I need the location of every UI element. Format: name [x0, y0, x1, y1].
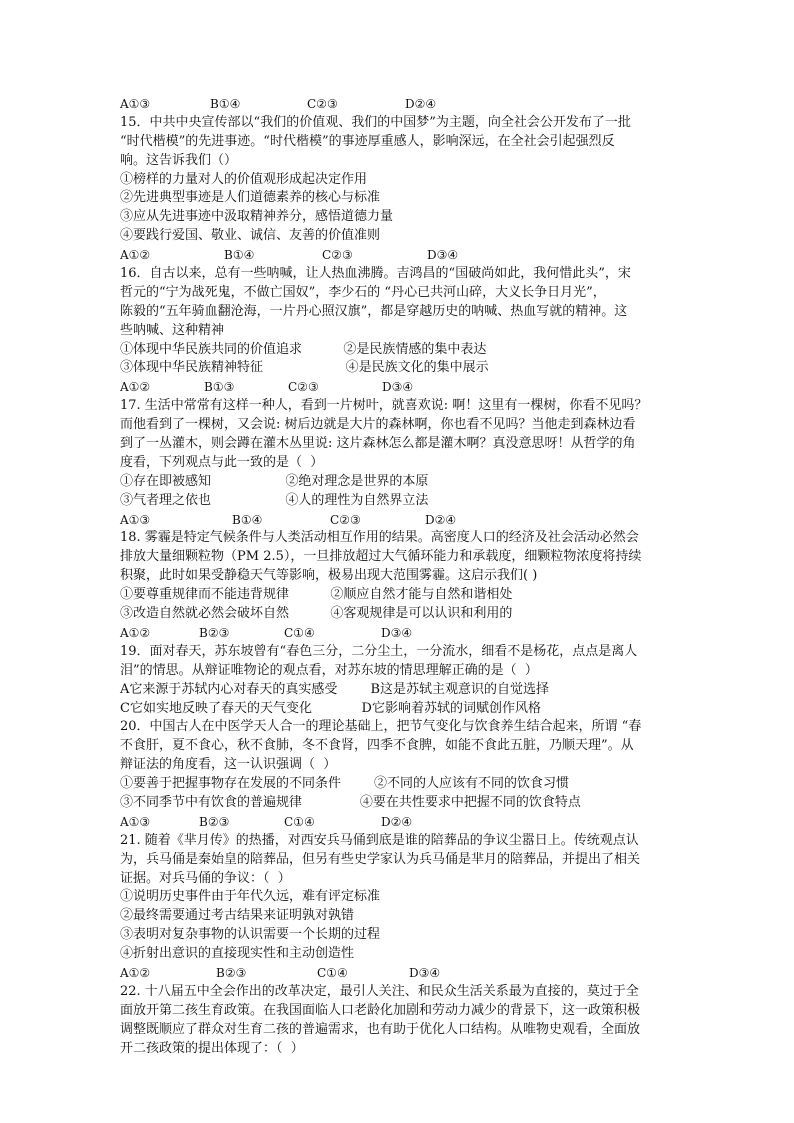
option-a: A①② [120, 965, 151, 980]
question-line: ③表明对复杂事物的认识需要一个长期的过程 [120, 927, 381, 943]
question-line: 不食肝，夏不食心，秋不食肺，冬不食肾，四季不食脾，如能不食此五脏，乃顺天理”。从 [120, 738, 634, 754]
question-block [120, 643, 680, 832]
question-line: 调整既顺应了群众对生育二孩的普遍需求，也有助于优化人口结构。从唯物史观看，全面放 [120, 1021, 641, 1037]
question-line: 面放开第二孩生育政策。在我国面临人口老龄化加剧和劳动力减少的背景下，这一政策积极 [120, 1002, 641, 1018]
option-a: A①② [120, 248, 151, 263]
question-line: 些呐喊、这种精神 [120, 322, 225, 338]
option-d: D③④ [381, 625, 413, 640]
question-line: ①榜样的力量对人的价值观形成起决定作用 [120, 171, 368, 187]
option-b: B②③ [199, 814, 230, 829]
question-line: 积聚，此时如果受静稳天气等影响，极易出现大范围雾霾。这启示我们( ) [120, 568, 538, 584]
question-block [120, 983, 680, 1059]
question-line: ②最终需要通过考古结果来证明孰对孰错 [120, 908, 355, 924]
question-line: ④折射出意识的直接现实性和主动创造性 [120, 946, 355, 962]
question-line: 排放大量细颗粒物（PM 2.5），一旦排放超过大气循环能力和承载度，细颗粒物浓度将持续 [120, 549, 642, 565]
question-line: A它来源于苏轼内心对春天的真实感受 B这是苏轼主观意识的自觉选择 [120, 681, 550, 697]
question-line: C它如实地反映了春天的天气变化 D它影响着苏轼的词赋创作风格 [120, 700, 541, 716]
exam-page [120, 95, 680, 1058]
question-line: 证据。对兵马俑的争议：（ ） [120, 870, 291, 886]
question-line: 辩证法的角度看，这一认识强调（ ） [120, 757, 337, 773]
option-a: A①③ [120, 512, 151, 527]
question-line: 而他看到了一棵树，又会说: 树后边就是大片的森林啊，你也看不见吗？当他走到森林边看 [120, 417, 636, 433]
option-d: D③④ [382, 380, 414, 395]
option-b: B①④ [224, 248, 255, 263]
question-line: ③气者理之依也 ④人的理性为自然界立法 [120, 492, 429, 508]
question-line: ③不同季节中有饮食的普遍规律 ④要在共性要求中把握不同的饮食特点 [120, 794, 581, 810]
option-c: C①④ [317, 965, 348, 980]
answer-options [120, 378, 680, 397]
option-d: D③④ [409, 965, 441, 980]
question-line: 22. 十八届五中全会作出的改革决定，最引人关注、和民众生活关系最为直接的，莫过于全 [120, 983, 639, 999]
option-c: C②③ [322, 248, 353, 263]
option-b: B②③ [216, 965, 247, 980]
option-a: A①③ [120, 814, 151, 829]
option-c: C②③ [307, 97, 338, 111]
question-line: 为，兵马俑是秦始皇的陪葬品，但另有些史学家认为兵马俑是芈月的陪葬品，并提出了相关 [120, 851, 641, 867]
question-line: ④要践行爱国、敬业、诚信、友善的价值准则 [120, 228, 381, 244]
question-line: 度看，下列观点与此一致的是（ ） [120, 454, 324, 470]
option-a: A①③ [120, 97, 151, 111]
option-c: C②③ [330, 512, 361, 527]
answer-options [120, 813, 680, 832]
answer-options [120, 511, 680, 530]
option-b: B②③ [199, 625, 230, 640]
question-line: 陈毅的“五年骑血翻沧海，一片丹心照汉旗”，都是穿越历史的呐喊、热血写就的精神。这 [120, 303, 628, 319]
question-line: 20．中国古人在中医学天人合一的理论基础上，把节气变化与饮食养生结合起来，所谓 “春 [120, 719, 642, 735]
question-line: 15．中共中央宣传部以“我们的价值观、我们的中国梦”为主题，向全社会公开发布了一批 [120, 114, 631, 130]
question-line: 开二孩政策的提出体现了：（ ） [120, 1040, 304, 1056]
question-block [120, 529, 680, 642]
answer-options [120, 964, 680, 983]
question-line: 16．自古以来，总有一些呐喊，让人热血沸腾。吉鸿昌的“国破尚如此，我何惜此头”，宋 [120, 266, 631, 282]
answer-options [120, 246, 680, 265]
option-d: D②④ [405, 97, 437, 111]
question-line: ①要尊重规律而不能违背规律 ②顺应自然才能与自然和谐相处 [120, 587, 513, 603]
answer-options [120, 624, 680, 643]
question-block [120, 397, 680, 529]
question-line: 19．面对春天，苏东坡曾有“春色三分，二分尘土，一分流水，细看不是杨花，点点是离人 [120, 643, 638, 659]
option-c: C①④ [284, 625, 315, 640]
option-b: B①③ [204, 380, 235, 395]
question-list [120, 114, 680, 1059]
question-line: 18. 雾霾是特定气候条件与人类活动相互作用的结果。高密度人口的经济及社会活动必然会 [120, 530, 639, 546]
answer-options-q14 [120, 95, 680, 114]
question-line: ①要善于把握事物存在发展的不同条件 ②不同的人应该有不同的饮食习惯 [120, 776, 570, 792]
option-c: C②③ [288, 380, 319, 395]
question-line: ①说明历史事件由于年代久远，难有评定标准 [120, 889, 381, 905]
option-d: D②④ [425, 512, 457, 527]
question-line: ②先进典型事迹是人们道德素养的核心与标准 [120, 190, 381, 206]
option-b: B①④ [210, 97, 241, 111]
question-line: 17. 生活中常常有这样一种人，看到一片树叶，就喜欢说: 啊！这里有一棵树，你看不见吗？ [120, 398, 648, 414]
question-block [120, 832, 680, 983]
question-line: ③应从先进事迹中汲取精神养分，感悟道德力量 [120, 209, 394, 225]
question-line: ③体现中华民族精神特征 ④是民族文化的集中展示 [120, 360, 489, 376]
option-d: D②④ [381, 814, 413, 829]
option-c: C①④ [284, 814, 315, 829]
option-d: D③④ [427, 248, 459, 263]
question-line: ①体现中华民族共同的价值追求 ②是民族情感的集中表达 [120, 341, 487, 357]
option-b: B①④ [232, 512, 263, 527]
question-line: 21. 随着《芈月传》的热播，对西安兵马俑到底是谁的陪葬品的争议尘嚣日上。传统观点认 [120, 832, 639, 848]
question-line: ①存在即被感知 ②绝对理念是世界的本原 [120, 473, 429, 489]
question-block [120, 114, 680, 265]
question-line: 响。这告诉我们（） [120, 152, 238, 168]
question-line: 泪”的情思。从辩证唯物论的观点看，对苏东坡的情思理解正确的是（ ） [120, 662, 538, 678]
option-a: A①② [120, 625, 151, 640]
question-line: “时代楷模”的先进事迹。“时代楷模”的事迹厚重感人，影响深远，在全社会引起强烈反 [120, 133, 615, 149]
question-line: 到了一丛灌木，则会蹲在灌木丛里说: 这片森林怎么都是灌木啊？真没意思呀！从哲学的角 [120, 436, 636, 452]
option-a: A①② [120, 380, 151, 395]
question-line: 哲元的“宁为战死鬼，不做亡国奴”，李少石的 “丹心已共河山碎，大义长争日月光”， [120, 284, 606, 300]
question-block [120, 265, 680, 397]
question-line: ③改造自然就必然会破坏自然 ④客观规律是可以认识和利用的 [120, 606, 513, 622]
